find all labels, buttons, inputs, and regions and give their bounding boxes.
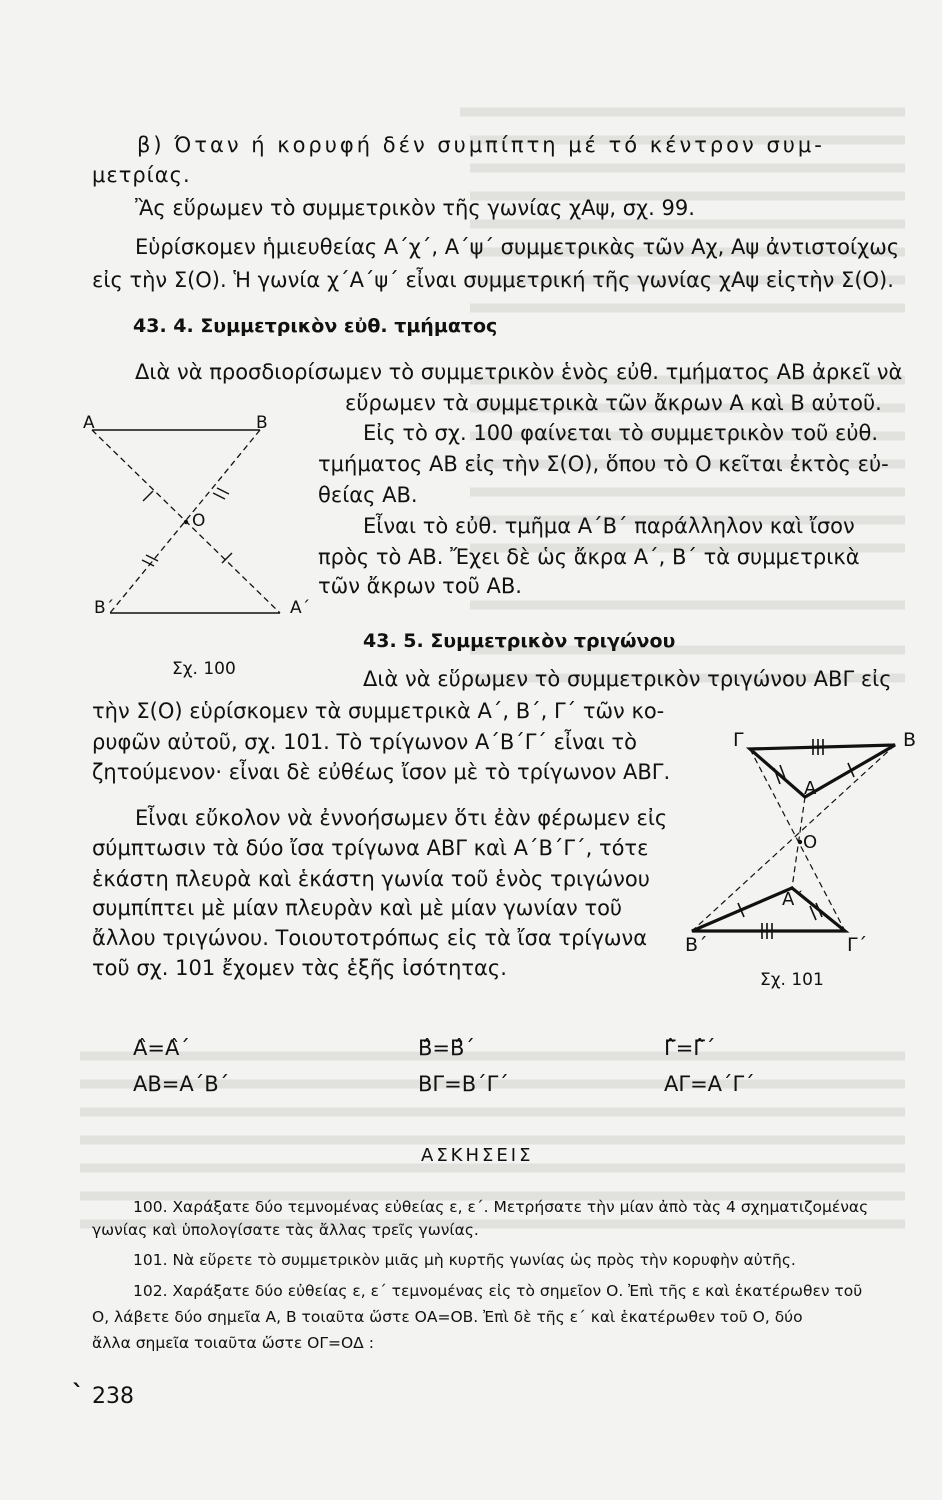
exercise-102-line2: Ο, λάβετε δύο σημεῖα Α, Β τοιαῦτα ὥστε ΟΑ=ΟΒ. Ἐπὶ δὲ τῆς ε΄ καὶ ἑκατέρωθεν τοῦ Ο, δύο (92, 1308, 803, 1326)
fig101-label-G: Γ (733, 729, 744, 751)
page-number: 238 (92, 1384, 134, 1409)
para-b-line1: β) Όταν ή κορυφή δέν συμπίπτη μέ τό κέντρον συμ- (137, 133, 825, 157)
sec-43-5-line3: ρυφῶν αὐτοῦ, σχ. 101. Τὸ τρίγωνον Α΄Β΄Γ΄ εἶναι τὸ (92, 730, 637, 754)
sec-43-5-line1: Διὰ νὰ εὕρωμεν τὸ συμμετρικὸν τριγώνου ΑΒΓ εἰς (363, 667, 892, 691)
para-b-line4: Εὑρίσκομεν ἡμιευθείας Α΄χ΄, Α΄ψ΄ συμμετρικὰς τῶν Αχ, Αψ ἀντιστοίχως (135, 235, 900, 259)
sec-43-4-line2: εὕρωμεν τὰ συμμετρικὰ τῶν ἄκρων Α καὶ Β αὐτοῦ. (345, 391, 882, 415)
exercise-102-line3: ἄλλα σημεῖα τοιαῦτα ὥστε ΟΓ=ΟΔ : (92, 1334, 374, 1352)
para-b-line2: μετρίας. (92, 163, 191, 187)
margin-mark: ` (72, 1380, 84, 1408)
sec-43-5-line4: ζητούμενον· εἶναι δὲ εὐθέως ἴσον μὲ τὸ τρίγωνον ΑΒΓ. (92, 760, 671, 784)
equality-side-AB: ΑΒ=Α΄Β΄ (133, 1072, 230, 1096)
sec-43-5-line6: σύμπτωσιν τὰ δύο ἴσα τρίγωνα ΑΒΓ καὶ Α΄Β΄Γ΄, τότε (92, 836, 649, 860)
exercise-100-line1: 100. Χαράξατε δύο τεμνομένας εὐθείας ε, ε΄. Μετρήσατε τὴν μίαν ἀπὸ τὰς 4 σχηματιζομένας (133, 1198, 869, 1216)
sec-43-4-line3: Εἰς τὸ σχ. 100 φαίνεται τὸ συμμετρικὸν τοῦ εὐθ. (363, 421, 878, 445)
fig100-label-B: Β (256, 413, 268, 433)
section-43-5-heading: 43. 5. Συμμετρικὸν τριγώνου (363, 630, 676, 652)
section-43-4-heading: 43. 4. Συμμετρικὸν εὐθ. τμήματος (133, 315, 498, 337)
point-O (184, 520, 188, 524)
exercise-100-line2: γωνίας καὶ ὑπολογίσατε τὰς ἄλλας τρεῖς γωνίας. (92, 1221, 479, 1239)
para-b-line5: εἰς τὴν Σ(Ο). Ἡ γωνία χ΄Α΄ψ΄ εἶναι συμμετρική τῆς γωνίας χΑψ εἰςτὴν Σ(Ο). (92, 268, 894, 292)
sec-43-4-line8: τῶν ἄκρων τοῦ ΑΒ. (318, 574, 522, 598)
figure-101-caption: Σχ. 101 (760, 970, 824, 990)
para-b-line3: Ἂς εὕρωμεν τὸ συμμετρικὸν τῆς γωνίας χΑψ, σχ. 99. (135, 196, 695, 220)
tick-BO-1 (217, 488, 229, 494)
fig100-label-A: Α (83, 413, 95, 433)
equality-angle-A: Α̂=Α̂΄ (133, 1036, 190, 1060)
sec-43-5-line2: τὴν Σ(Ο) εὑρίσκομεν τὰ συμμετρικὰ Α΄, Β΄, Γ΄ τῶν κο- (92, 699, 665, 723)
sec-43-5-line5: Εἶναι εὔκολον νὰ ἐννοήσωμεν ὅτι ἐὰν φέρωμεν εἰς (135, 806, 668, 830)
exercises-heading: ΑΣΚΗΣΕΙΣ (421, 1145, 534, 1166)
sec-43-4-line5: θείας ΑΒ. (318, 483, 418, 507)
fig100-label-B1: Β΄ (94, 598, 115, 618)
fig100-label-A1: Α΄ (290, 598, 311, 618)
sec-43-4-line4: τμήματος ΑΒ εἰς τὴν Σ(Ο), ὅπου τὸ Ο κεῖται ἐκτὸς εὐ- (318, 452, 889, 476)
fig100-label-O: Ο (192, 511, 206, 531)
fig101-label-O: Ο (803, 832, 818, 853)
exercise-101: 101. Νὰ εὕρετε τὸ συμμετρικὸν μιᾶς μὴ κυρτῆς γωνίας ὡς πρὸς τὴν κορυφὴν αὐτῆς. (133, 1251, 796, 1269)
sec-43-4-line6: Εἶναι τὸ εὐθ. τμῆμα Α΄Β΄ παράλληλον καὶ ἴσον (363, 514, 855, 538)
figure-100-caption: Σχ. 100 (172, 659, 236, 679)
fig101-label-G1: Γ΄ (847, 934, 868, 956)
tick-OB1-2 (142, 560, 154, 566)
fig101-label-B1: Β΄ (685, 934, 708, 956)
sec-43-4-line7: πρὸς τὸ ΑΒ. Ἔχει δὲ ὡς ἄκρα Α΄, Β΄ τὰ συμμετρικὰ (318, 545, 860, 569)
point-O (798, 840, 802, 844)
sec-43-5-line9: ἄλλου τριγώνου. Τοιουτοτρόπως εἰς τὰ ἴσα τρίγωνα (92, 926, 648, 950)
sec-43-5-line7: ἑκάστη πλευρὰ καὶ ἑκάστη γωνία τοῦ ἑνὸς τριγώνου (92, 867, 650, 891)
equality-angle-B: Β̂=Β̂΄ (418, 1036, 475, 1060)
fig101-label-A: Α (804, 778, 817, 799)
fig101-label-B: Β (903, 729, 917, 751)
tick-BO-2 (213, 493, 225, 499)
sec-43-5-line8: συμπίπτει μὲ μίαν πλευρὰν καὶ μὲ μίαν γωνίαν τοῦ (92, 896, 623, 920)
fig101-label-A1: Α΄ (782, 889, 804, 910)
sec-43-4-line1: Διὰ νὰ προσδιορίσωμεν τὸ συμμετρικὸν ἑνὸς εὐθ. τμήματος ΑΒ ἀρκεῖ νὰ (135, 360, 903, 384)
equality-side-BG: ΒΓ=Β΄Γ΄ (418, 1072, 509, 1096)
equality-side-AG: ΑΓ=Α΄Γ΄ (664, 1072, 755, 1096)
exercise-102-line1: 102. Χαράξατε δύο εὐθείας ε, ε΄ τεμνομένας εἰς τὸ σημεῖον Ο. Ἐπὶ τῆς ε καὶ ἑκατέρωθεν τοῦ (133, 1282, 863, 1300)
sec-43-5-line10: τοῦ σχ. 101 ἔχομεν τὰς ἑξῆς ἰσότητας. (92, 956, 507, 980)
tick-AO (143, 491, 153, 501)
equality-angle-G: Γ̂=Γ̂΄ (664, 1036, 716, 1060)
